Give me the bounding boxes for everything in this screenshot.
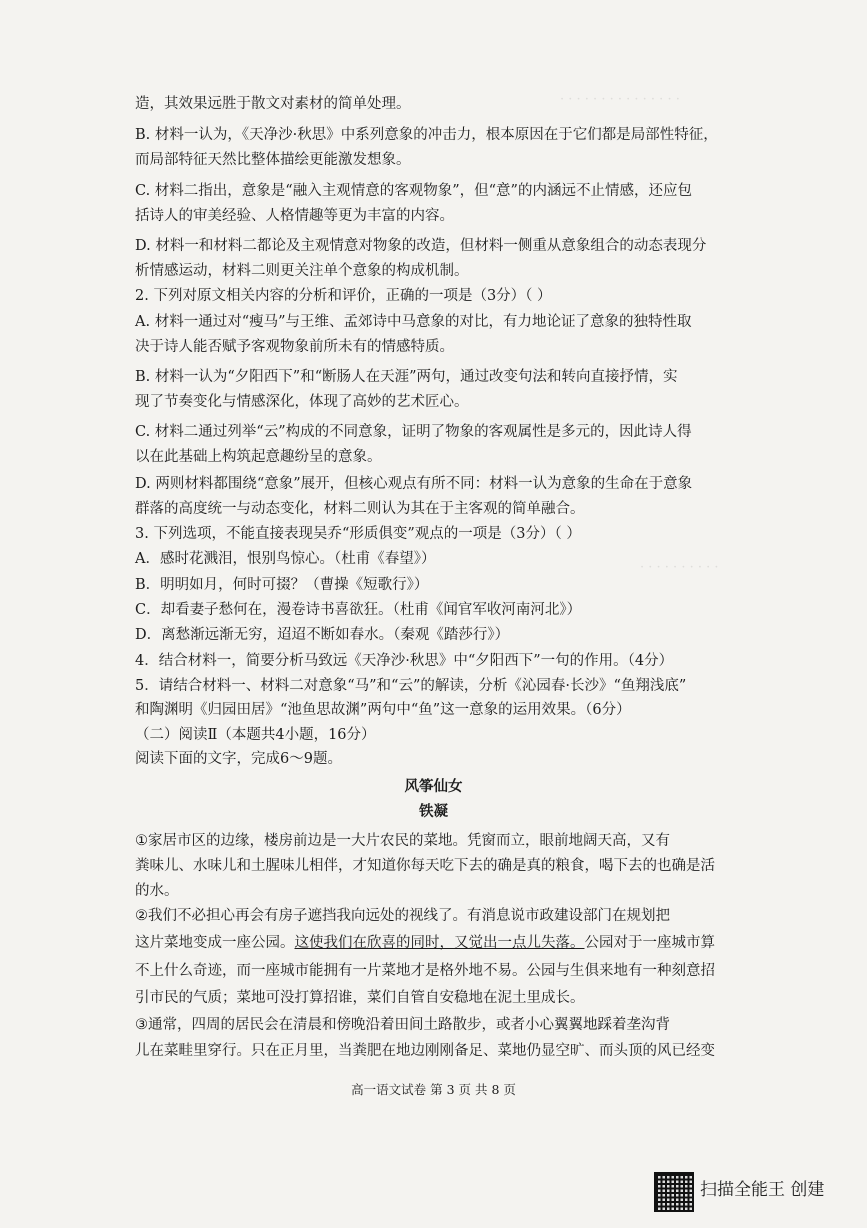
text-line: 决于诗人能否赋予客观物象前所未有的情感特质。	[135, 339, 454, 355]
text-line: 造，其效果远胜于散文对素材的简单处理。	[135, 96, 411, 112]
paragraph-line: 不上什么奇迹，而一座城市能拥有一片菜地才是格外地不易。公园与生俱来地有一种刻意招	[135, 963, 715, 979]
text-line: 群落的高度统一与动态变化，材料二则认为其在于主客观的简单融合。	[135, 501, 585, 517]
paragraph-line: 引市民的气质；菜地可没打算招谁，菜们自管自安稳地在泥土里成长。	[135, 990, 585, 1006]
text-line: A. 材料一通过对“瘦马”与王维、孟郊诗中马意象的对比，有力地论证了意象的独特性取	[135, 314, 692, 330]
story-author: 铁凝	[419, 803, 448, 820]
option-b: B．明明如月，何时可掇？（曹操《短歌行》）	[135, 577, 429, 593]
scanner-watermark: 扫描全能王 创建	[700, 1180, 825, 1200]
instruction: 阅读下面的文字，完成6～9题。	[135, 751, 342, 767]
story-title: 风筝仙女	[404, 778, 463, 795]
option-c: C．却看妻子愁何在，漫卷诗书喜欲狂。（杜甫《闻官军收河南河北》）	[135, 602, 582, 618]
paragraph-line: 的水。	[135, 883, 179, 899]
question-5: 5．请结合材料一、材料二对意象“马”和“云”的解读，分析《沁园春·长沙》“鱼翔浅底”	[135, 678, 687, 694]
paragraph-line: ②我们不必担心再会有房子遮挡我向远处的视线了。有消息说市政建设部门在规划把	[135, 908, 670, 924]
bleed-through-text: · · · · · · · · · ·	[640, 560, 719, 575]
text-line: 而局部特征天然比整体描绘更能激发想象。	[135, 152, 411, 168]
qr-code-icon	[654, 1172, 694, 1212]
section-heading: （二）阅读Ⅱ（本题共4小题，16分）	[135, 727, 376, 743]
text-line: B. 材料一认为“夕阳西下”和“断肠人在天涯”两句，通过改变句法和转向直接抒情，实	[135, 369, 678, 385]
question-3-stem: 3. 下列选项，不能直接表现吴乔“形质俱变”观点的一项是（3分）（ ）	[135, 526, 581, 542]
paragraph-line: 粪味儿、水味儿和土腥味儿相伴，才知道你每天吃下去的确是真的粮食，喝下去的也确是活	[135, 858, 715, 874]
text-line: D. 两则材料都围绕“意象”展开，但核心观点有所不同：材料一认为意象的生命在于意象	[135, 476, 693, 492]
paragraph-line: 儿在菜畦里穿行。只在正月里，当粪肥在地边刚刚备足、菜地仍显空旷、而头顶的风已经变	[135, 1043, 715, 1059]
option-d: D．离愁渐远渐无穷，迢迢不断如春水。（秦观《踏莎行》）	[135, 627, 510, 643]
question-2-stem: 2. 下列对原文相关内容的分析和评价，正确的一项是（3分）（ ）	[135, 288, 552, 304]
text-line: D. 材料一和材料二都论及主观情意对物象的改造，但材料一侧重从意象组合的动态表现分	[135, 238, 707, 254]
page-footer: 高一语文试卷 第 3 页 共 8 页	[351, 1082, 516, 1097]
paragraph-line	[135, 933, 735, 953]
paragraph-text: 这片菜地变成一座公园。	[135, 935, 295, 951]
paragraph-line: ③通常，四周的居民会在清晨和傍晚沿着田间土路散步，或者小心翼翼地踩着垄沟背	[135, 1017, 670, 1033]
text-line: 以在此基础上构筑起意趣纷呈的意象。	[135, 449, 382, 465]
underlined-sentence: 这使我们在欣喜的同时，又觉出一点儿失落。	[294, 935, 585, 951]
paragraph-text: 公园对于一座城市算	[584, 935, 715, 951]
text-line: 括诗人的审美经验、人格情趣等更为丰富的内容。	[135, 208, 454, 224]
bleed-through-text: · · · · · · · · · · · · · · ·	[560, 92, 680, 107]
text-line: C. 材料二指出，意象是“融入主观情意的客观物象”，但“意”的内涵远不止情感，还应包	[135, 183, 692, 199]
text-line: 析情感运动，材料二则更关注单个意象的构成机制。	[135, 263, 469, 279]
text-line: 和陶渊明《归园田居》“池鱼思故渊”两句中“鱼”这一意象的运用效果。（6分）	[135, 702, 631, 718]
question-4: 4．结合材料一，简要分析马致远《天净沙·秋思》中“夕阳西下”一句的作用。（4分）	[135, 653, 674, 669]
text-line: B. 材料一认为，《天净沙·秋思》中系列意象的冲击力，根本原因在于它们都是局部性特征，	[135, 127, 718, 143]
text-line: C. 材料二通过列举“云”构成的不同意象，证明了物象的客观属性是多元的，因此诗人得	[135, 424, 692, 440]
option-a: A．感时花溅泪，恨别鸟惊心。（杜甫《春望》）	[135, 551, 436, 567]
text-line: 现了节奏变化与情感深化，体现了高妙的艺术匠心。	[135, 394, 469, 410]
paragraph-line: ①家居市区的边缘，楼房前边是一大片农民的菜地。凭窗而立，眼前地阔天高，又有	[135, 833, 670, 849]
